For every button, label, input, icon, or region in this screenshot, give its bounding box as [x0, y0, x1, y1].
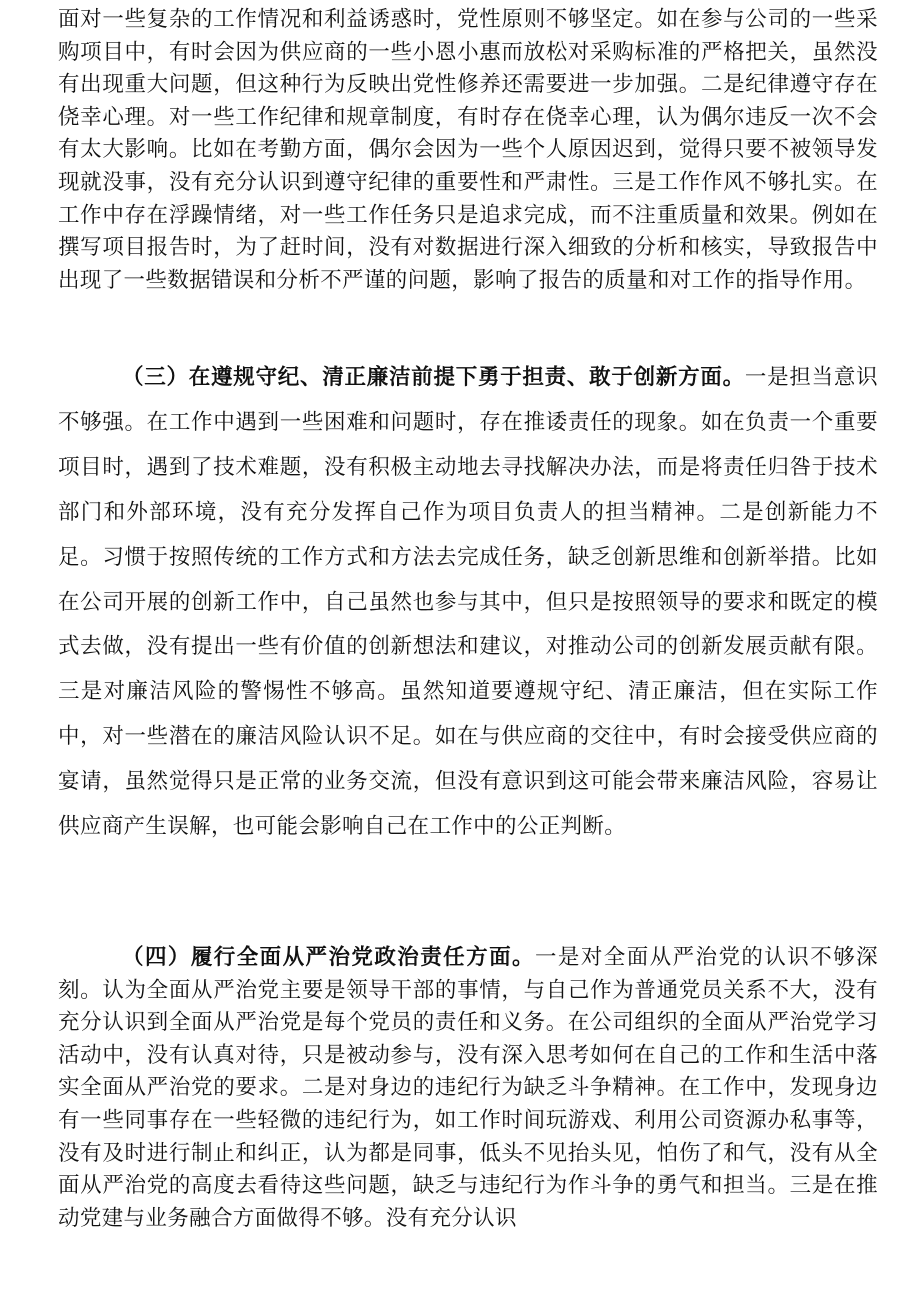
paragraph-section-four: [58, 942, 878, 1235]
paragraph-body: 面对一些复杂的工作情况和利益诱惑时，党性原则不够坚定。如在参与公司的一些采购项目中，有时会因为供应商的一些小恩小惠而放松对采购标准的严格把关，虽然没有出现重大问题，但这种行为反映出党性修养还需要进一步加强。二是纪律遵守存在侥幸心理。对一些工作纪律和规章制度，有时存在侥幸心理，认为偶尔违反一次不会有太大影响。比如在考勤方面，偶尔会因为一些个人原因迟到，觉得只要不被领导发现就没事，没有充分认识到遵守纪律的重要性和严肃性。三是工作作风不够扎实。在工作中存在浮躁情绪，对一些工作任务只是追求完成，而不注重质量和效果。例如在撰写项目报告时，为了赶时间，没有对数据进行深入细致的分析和核实，导致报告中出现了一些数据错误和分析不严谨的问题，影响了报告的质量和对工作的指导作用。: [58, 7, 878, 293]
paragraph-continuation: [58, 4, 878, 297]
paragraph-body: 一是担当意识不够强。在工作中遇到一些困难和问题时，存在推诿责任的现象。如在负责一个重要项目时，遇到了技术难题，没有积极主动地去寻找解决办法，而是将责任归咎于技术部门和外部环境，没有充分发挥自己作为项目负责人的担当精神。二是创新能力不足。习惯于按照传统的工作方式和方法去完成任务，缺乏创新思维和创新举措。比如在公司开展的创新工作中，自己虽然也参与其中，但只是按照领导的要求和既定的模式去做，没有提出一些有价值的创新想法和建议，对推动公司的创新发展贡献有限。三是对廉洁风险的警惕性不够高。虽然知道要遵规守纪、清正廉洁，但在实际工作中，对一些潜在的廉洁风险认识不足。如在与供应商的交往中，有时会接受供应商的宴请，虽然觉得只是正常的业务交流，但没有意识到这可能会带来廉洁风险，容易让供应商产生误解，也可能会影响自己在工作中的公正判断。: [58, 365, 878, 840]
section-heading: （四）履行全面从严治党政治责任方面。: [122, 945, 535, 970]
section-heading: （三）在遵规守纪、清正廉洁前提下勇于担责、敢于创新方面。: [122, 365, 745, 390]
paragraph-section-three: [58, 356, 878, 850]
paragraph-body: 一是对全面从严治党的认识不够深刻。认为全面从严治党主要是领导干部的事情，与自己作为普通党员关系不大，没有充分认识到全面从严治党是每个党员的责任和义务。在公司组织的全面从严治党学习活动中，没有认真对待，只是被动参与，没有深入思考如何在自己的工作和生活中落实全面从严治党的要求。二是对身边的违纪行为缺乏斗争精神。在工作中，发现身边有一些同事存在一些轻微的违纪行为，如工作时间玩游戏、利用公司资源办私事等，没有及时进行制止和纠正，认为都是同事，低头不见抬头见，怕伤了和气，没有从全面从严治党的高度去看待这些问题，缺乏与违纪行为作斗争的勇气和担当。三是在推动党建与业务融合方面做得不够。没有充分认识: [58, 945, 878, 1231]
